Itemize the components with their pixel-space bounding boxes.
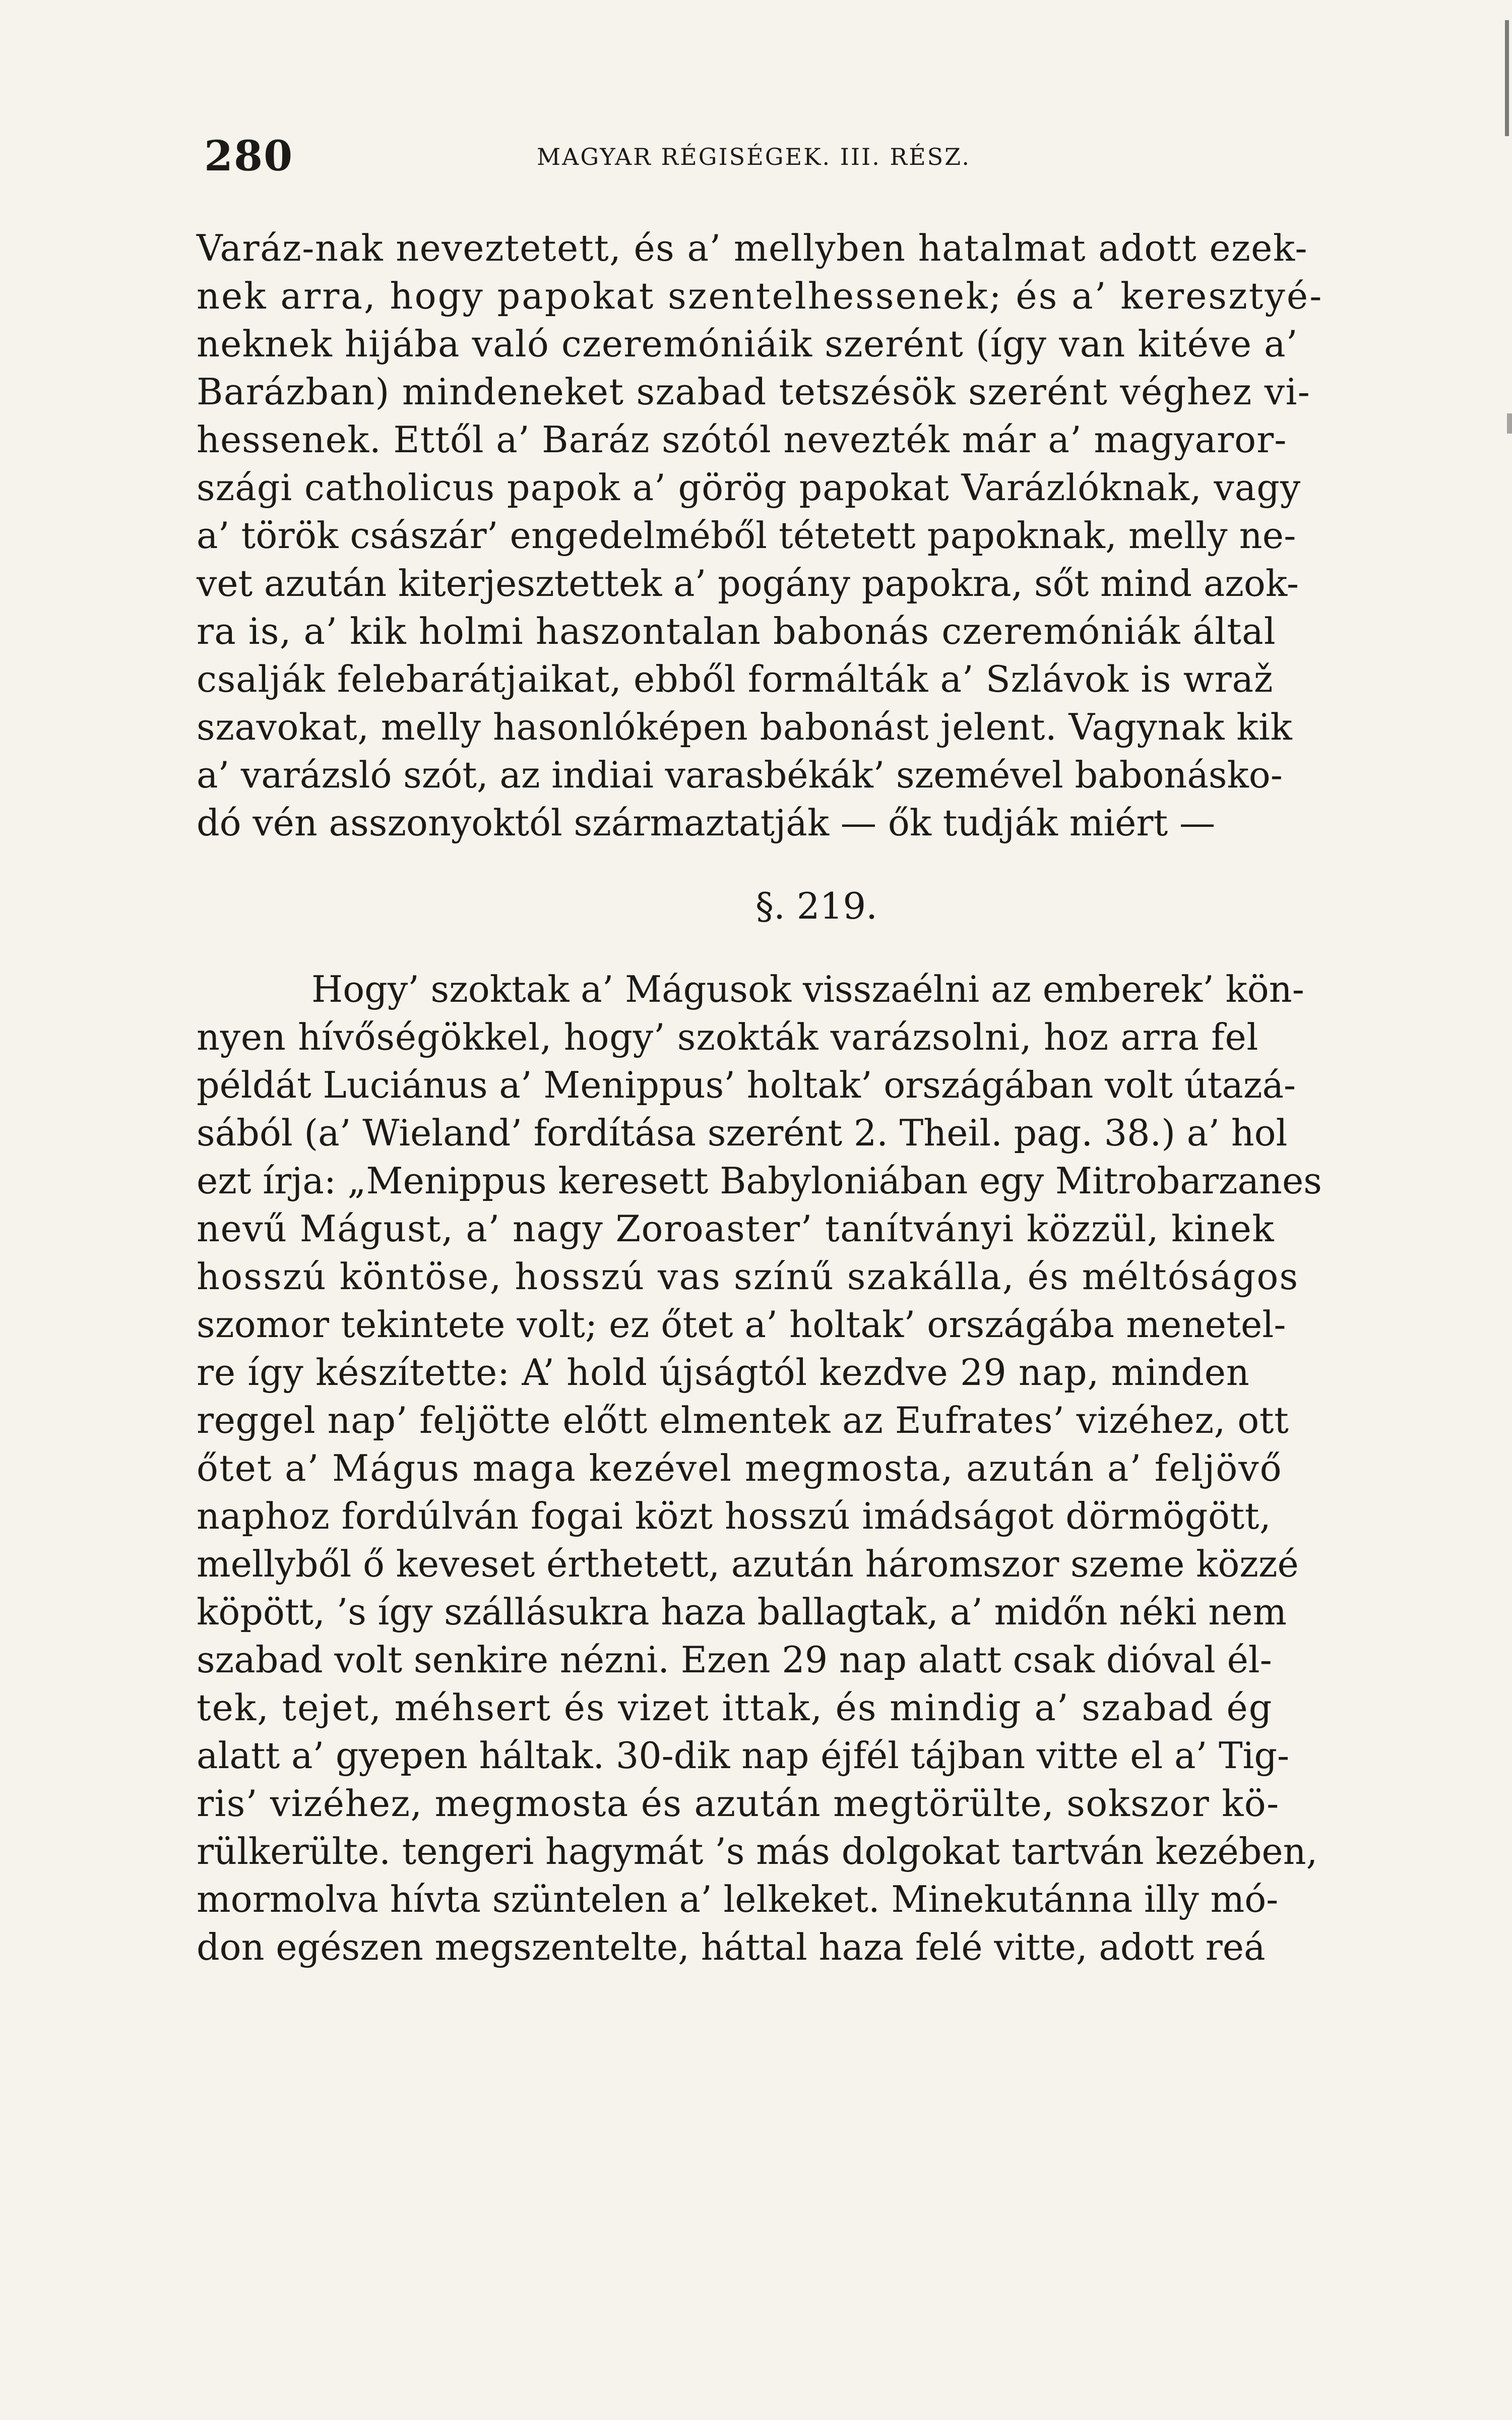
page-number: 280 [204,132,294,180]
text-line: ezt írja: „Menippus keresett Babyloniában egy Mitrobarzanes [197,1160,1322,1202]
text-line: mellyből ő keveset érthetett, azután háromszor szeme közzé [197,1543,1299,1585]
text-line: köpött, ’s így szállásukra haza ballagtak, a’ midőn néki nem [197,1591,1287,1633]
text-line: Varáz-nak neveztetett, és a’ mellyben hatalmat adott ezek- [197,227,1308,269]
paragraph [197,965,1336,1971]
text-line: alatt a’ gyepen háltak. 30-dik nap éjfél tájban vitte el a’ Tig- [197,1734,1290,1777]
text-line: Barázban) mindeneket szabad tetszésök szerént véghez vi- [197,371,1311,413]
text-line: a’ varázsló szót, az indiai varasbékák’ szemével babonásko- [197,754,1283,796]
page-edge-mark [1505,20,1509,136]
text-line: nek arra, hogy papokat szentelhessenek; és a’ keresztyé- [197,275,1324,317]
text-line: reggel nap’ feljötte előtt elmentek az Eufrates’ vizéhez, ott [197,1399,1289,1441]
text-line: tek, tejet, méhsert és vizet ittak, és mindig a’ szabad ég [197,1686,1273,1729]
text-line: ra is, a’ kik holmi haszontalan babonás czeremóniák által [197,610,1276,652]
text-line: ris’ vizéhez, megmosta és azután megtörülte, sokszor kö- [197,1782,1280,1825]
text-line: don egészen megszentelte, háttal haza felé vitte, adott reá [197,1926,1266,1968]
text-line: őtet a’ Mágus maga kezével megmosta, azután a’ feljövő [197,1447,1283,1489]
text-line: szavokat, melly hasonlóképen babonást jelent. Vagynak kik [197,706,1293,748]
body-text [197,224,1336,1971]
text-line: a’ török császár’ engedelméből tétetett papoknak, melly ne- [197,514,1296,557]
text-line: vet azután kiterjesztettek a’ pogány papokra, sőt mind azok- [197,562,1299,604]
text-line: mormolva hívta szüntelen a’ lelkeket. Minekutánna illy mó- [197,1878,1279,1920]
running-title: MAGYAR RÉGISÉGEK. III. RÉSZ. [537,143,971,170]
text-line: naphoz fordúlván fogai közt hosszú imádságot dörmögött, [197,1495,1272,1537]
text-line: Hogy’ szoktak a’ Mágusok visszaélni az emberek’ kön- [311,968,1304,1010]
page-header [204,132,1328,188]
text-line: csalják felebarátjaikat, ebből formálták a’ Szlávok is wraž [197,658,1274,700]
text-line: nevű Mágust, a’ nagy Zoroaster’ tanítványi közzül, kinek [197,1207,1275,1250]
text-line: dó vén asszonyoktól származtatják — ők tudják miért — [197,802,1216,844]
section-heading: §. 219. [755,885,878,927]
text-line: példát Luciánus a’ Menippus’ holtak’ országában volt útazá- [197,1064,1296,1106]
text-line: szabad volt senkire nézni. Ezen 29 nap alatt csak dióval él- [197,1639,1272,1681]
text-line: re így készítette: A’ hold újságtól kezdve 29 nap, minden [197,1351,1250,1394]
text-line: hessenek. Ettől a’ Baráz szótól nevezték már a’ magyaror- [197,418,1287,461]
page-edge-mark [1507,413,1512,434]
text-line: nyen hívőségökkel, hogy’ szokták varázsolni, hoz arra fel [197,1016,1259,1058]
text-line: szomor tekintete volt; ez őtet a’ holtak’ országába menetel- [197,1303,1286,1346]
text-line: szági catholicus papok a’ görög papokat Varázlóknak, vagy [197,466,1301,509]
text-line: sából (a’ Wieland’ fordítása szerént 2. Theil. pag. 38.) a’ hol [197,1112,1288,1154]
text-line: rülkerülte. tengeri hagymát ’s más dolgokat tartván kezében, [197,1830,1318,1872]
text-line: neknek hijába való czeremóniáik szerént (így van kitéve a’ [197,323,1298,365]
paragraph-continuation [197,224,1336,847]
text-line: hosszú köntöse, hosszú vas színű szakálla, és méltóságos [197,1255,1299,1298]
